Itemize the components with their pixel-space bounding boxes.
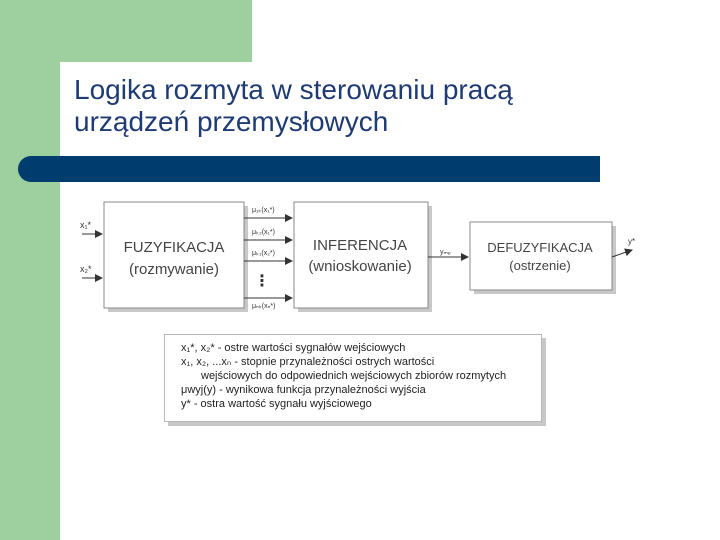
fuzzification-title: FUZYFIKACJA bbox=[123, 239, 225, 256]
fuzzification-subtitle: (rozmywanie) bbox=[128, 261, 220, 278]
legend-line-5: y* - ostra wartość sygnału wyjściowego bbox=[181, 398, 372, 410]
defuzzification-subtitle: (ostrzenie) bbox=[509, 258, 571, 273]
membership-label-n: μₙₖ(xₙ*) bbox=[252, 303, 276, 310]
membership-label-2: μₖ₂(x₁*) bbox=[252, 229, 275, 236]
input-1-label: x₁* bbox=[80, 220, 92, 230]
output-label: y* bbox=[628, 237, 636, 246]
legend-line-2: x₁, x₂, ...xₙ - stopnie przynależności ostrych wartości bbox=[181, 356, 435, 368]
membership-label-1: μ₁ₖ(x₁*) bbox=[252, 207, 275, 214]
title-line-1: Logika rozmyta w sterowaniu pracą bbox=[74, 74, 513, 105]
inference-block bbox=[294, 202, 428, 308]
membership-label-3: μₖ₁(x₂*) bbox=[252, 250, 275, 257]
legend-line-3: wejściowych do odpowiednich wejściowych zbiorów rozmytych bbox=[201, 370, 507, 382]
defuzzification-block bbox=[470, 222, 612, 290]
title-line-2: urządzeń przemysłowych bbox=[74, 106, 389, 137]
inference-title: INFERENCJA bbox=[312, 237, 408, 254]
output-membership-label: yₘₚ bbox=[440, 249, 451, 256]
legend-line-1: x₁*, x₂* - ostre wartości sygnałów wejściowych bbox=[181, 342, 406, 354]
vertical-ellipsis: ⋮ bbox=[254, 271, 270, 290]
input-2-label: x₂* bbox=[80, 264, 92, 274]
symbol-legend bbox=[164, 334, 542, 422]
legend-line-4: μwyj(y) - wynikowa funkcja przynależności wyjścia bbox=[181, 384, 426, 396]
inference-subtitle: (wnioskowanie) bbox=[308, 258, 412, 275]
defuzzification-title: DEFUZYFIKACJA bbox=[487, 240, 593, 255]
